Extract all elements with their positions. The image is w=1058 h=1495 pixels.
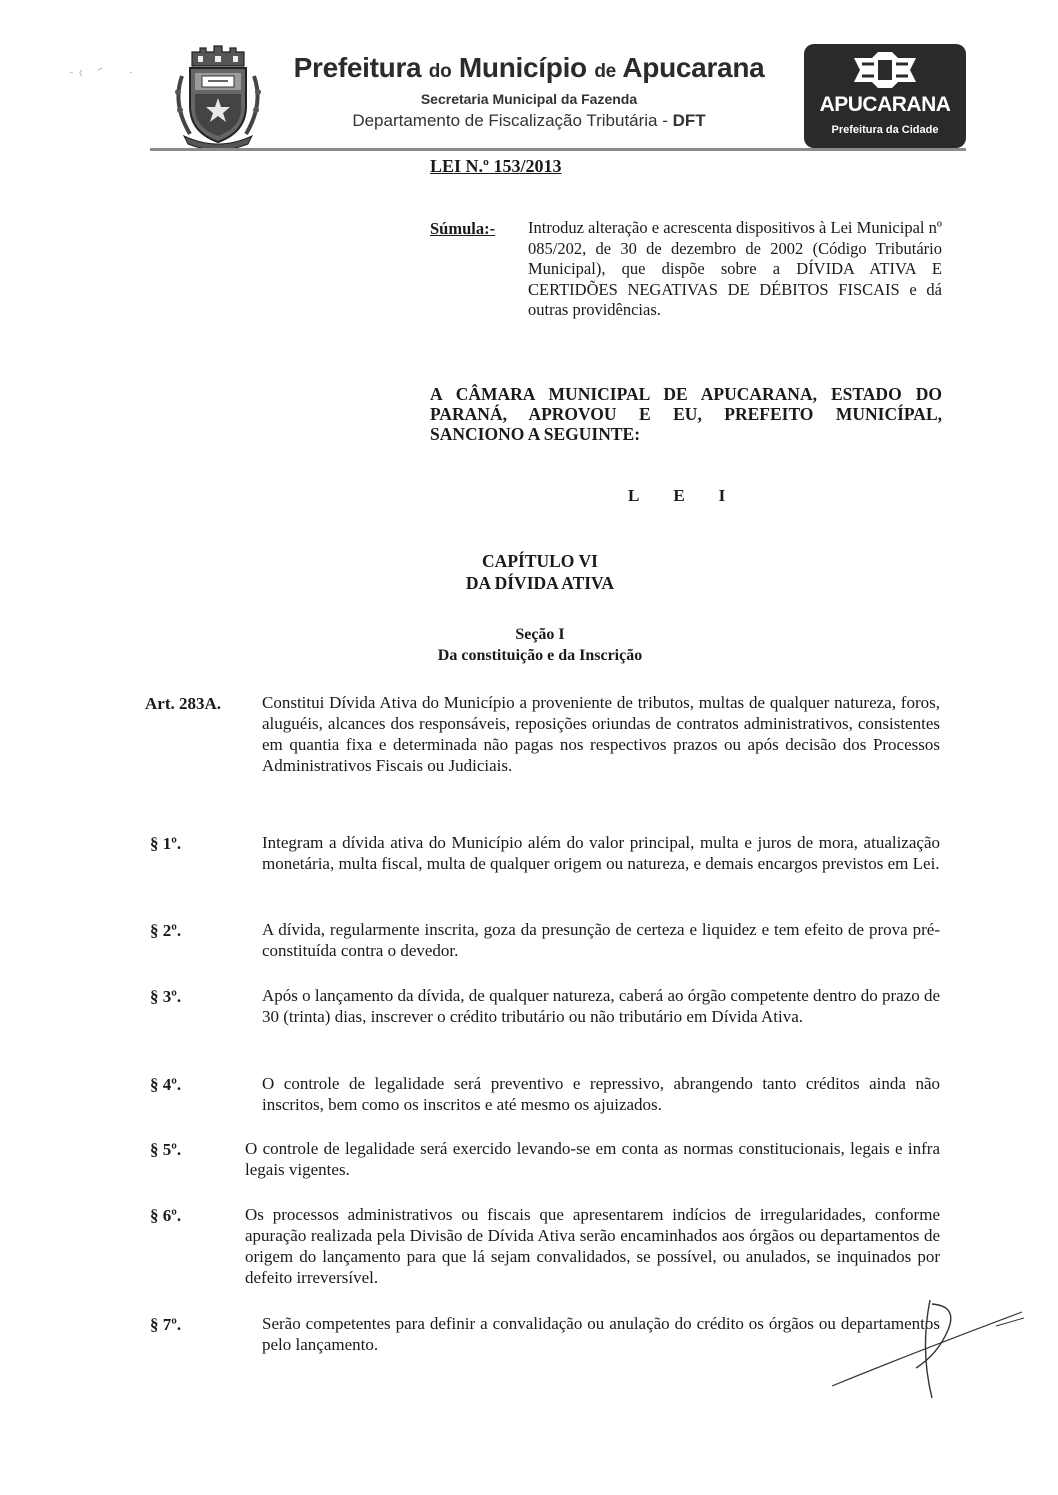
city-logo-name: APUCARANA xyxy=(819,93,951,116)
chapter-number: CAPÍTULO VI xyxy=(482,551,598,571)
municipal-crest-icon xyxy=(168,44,268,148)
article-label: Art. 283A. xyxy=(145,694,222,713)
article-text: Constitui Dívida Ativa do Município a proveniente de tributos, multas de qualquer natureza, foros, aluguéis, alcances dos responsáveis, reposições oriundas de contratos administrativos, consistentes em quantia fixa e determinada não pagas nos respectivos prazos ou após decisão dos Processos Administrativos Fiscais ou Judiciais. xyxy=(262,693,940,775)
paragraph-text: O controle de legalidade será exercido levando-se em conta as normas constitucionais, legais e infra legais vigentes. xyxy=(245,1139,940,1179)
header-department: Departamento de Fiscalização Tributária - DFT xyxy=(352,111,706,130)
signature-mark-icon xyxy=(820,1290,1030,1400)
city-logo-tagline: Prefeitura da Cidade xyxy=(831,124,939,136)
section-number: Seção I xyxy=(515,626,565,643)
chapter-heading xyxy=(320,550,760,594)
chapter-title: DA DÍVIDA ATIVA xyxy=(465,573,615,593)
paragraph-label: § 2º. xyxy=(150,921,182,940)
sumula-label: Súmula:- xyxy=(430,219,496,238)
paragraph-label: § 1º. xyxy=(150,834,182,853)
section-title: Da constituição e da Inscrição xyxy=(437,647,643,664)
header-secretariat: Secretaria Municipal da Fazenda xyxy=(420,91,638,107)
sumula-text: Introduz alteração e acrescenta dispositivos à Lei Municipal nº 085/202, de 30 de dezembro de 2002 (Código Tributário Municipal), que dispõe sobre a DÍVIDA ATIVA E CERTIDÕES NEGATIVAS DE DÉBITOS FISCAIS e dá outras providências. xyxy=(528,218,942,319)
scan-artifact-marks xyxy=(68,64,138,80)
paragraph-text: O controle de legalidade será preventivo e repressivo, abrangendo tanto créditos ainda não inscritos, bem como os inscritos e até mesmo os ajuizados. xyxy=(262,1074,940,1114)
lei-heading: LEI xyxy=(628,486,760,505)
law-title: LEI N.º 153/2013 xyxy=(430,156,562,176)
header-divider xyxy=(150,148,966,151)
paragraph-label: § 7º. xyxy=(150,1315,182,1334)
paragraph-text: A dívida, regularmente inscrita, goza da presunção de certeza e liquidez e tem efeito de prova pré-constituída contra o devedor. xyxy=(262,920,940,960)
city-logo-emblem-icon xyxy=(848,50,922,90)
paragraph-label: § 4º. xyxy=(150,1075,182,1094)
paragraph-text: Integram a dívida ativa do Município além do valor principal, multa e juros de mora, atualização monetária, multa fiscal, multa de qualquer origem ou natureza, e demais encargos previstos em Lei. xyxy=(262,833,940,873)
paragraph-label: § 5º. xyxy=(150,1140,182,1159)
paragraph-text: Serão competentes para definir a convalidação ou anulação do crédito os órgãos ou departamentos pelo lançamento. xyxy=(262,1314,940,1354)
enactment-preamble: A CÂMARA MUNICIPAL DE APUCARANA, ESTADO DO PARANÁ, APROVOU E EU, PREFEITO MUNICÍPAL, SANCIONO A SEGUINTE: xyxy=(430,384,942,444)
header-title: Prefeitura do Município de Apucarana xyxy=(293,52,765,83)
paragraph-label: § 3º. xyxy=(150,987,182,1006)
section-heading xyxy=(320,624,760,666)
paragraph-label: § 6º. xyxy=(150,1206,182,1225)
paragraph-text: Os processos administrativos ou fiscais que apresentarem indícios de irregularidades, conforme apuração realizada pela Divisão de Dívida Ativa serão encaminhados aos órgãos ou departamentos de origem do lançamento para que lá sejam convalidados, se possível, ou anulados, se inquinados por defeito irreversível. xyxy=(245,1205,940,1287)
paragraph-text: Após o lançamento da dívida, de qualquer natureza, caberá ao órgão competente dentro do prazo de 30 (trinta) dias, inscrever o crédito tributário ou não tributário em Dívida Ativa. xyxy=(262,986,940,1026)
